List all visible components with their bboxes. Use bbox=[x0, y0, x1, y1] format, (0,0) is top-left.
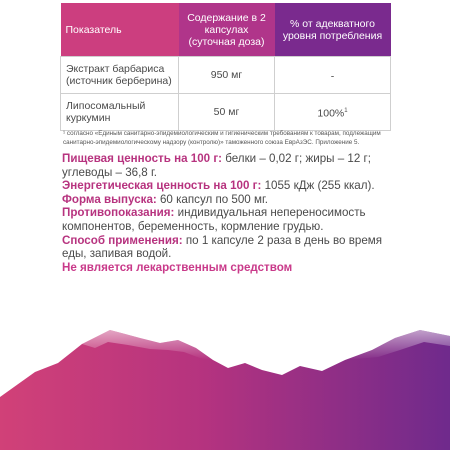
usage-label: Способ применения: bbox=[62, 233, 183, 247]
not-drug-notice: Не является лекарственным средством bbox=[62, 260, 293, 274]
energy-label: Энергетическая ценность на 100 г: bbox=[62, 179, 262, 193]
form-label: Форма выпуска: bbox=[62, 192, 157, 206]
row-percent-text: - bbox=[330, 70, 335, 83]
row-name: Экстракт барбариса (источник берберина) bbox=[61, 57, 179, 94]
header-percent: % от адекватного уровня потребления bbox=[275, 3, 391, 57]
energy-text: 1055 кДж (255 ккал). bbox=[261, 179, 375, 193]
footnote: ¹ согласно «Единым санитарно-эпидемиологическим и гигиеническим требованиям к товарам, подлежащим санитарно-эпидемиологическому надзору (контролю)» таможенного союза ЕврАзЭС. Приложение 5. bbox=[63, 130, 381, 146]
header-content: Содержание в 2 капсулах (суточная доза) bbox=[179, 3, 275, 57]
row-value: 50 мг bbox=[179, 94, 275, 131]
contra-label: Противопоказания: bbox=[62, 206, 175, 220]
usage-text: по 1 капсуле 2 раза в день во время еды, запивая водой. bbox=[62, 233, 383, 261]
nutrition-label: Пищевая ценность на 100 г: bbox=[62, 152, 223, 165]
form-text: 60 капсул по 500 мг. bbox=[156, 192, 268, 206]
header-indicator: Показатель bbox=[61, 3, 179, 57]
row-percent-sup: 1 bbox=[344, 107, 348, 114]
row-percent-text: 100% bbox=[317, 107, 345, 120]
contra-text: индивидуальная непереносимость компонентов, беременность, кормление грудью. bbox=[62, 206, 366, 233]
row-value: 950 мг bbox=[179, 57, 275, 94]
row-name: Липосомальный куркумин bbox=[61, 94, 179, 131]
nutrition-text: белки – 0,02 г; жиры – 12 г; углеводы – 36,8 г. bbox=[62, 152, 371, 179]
